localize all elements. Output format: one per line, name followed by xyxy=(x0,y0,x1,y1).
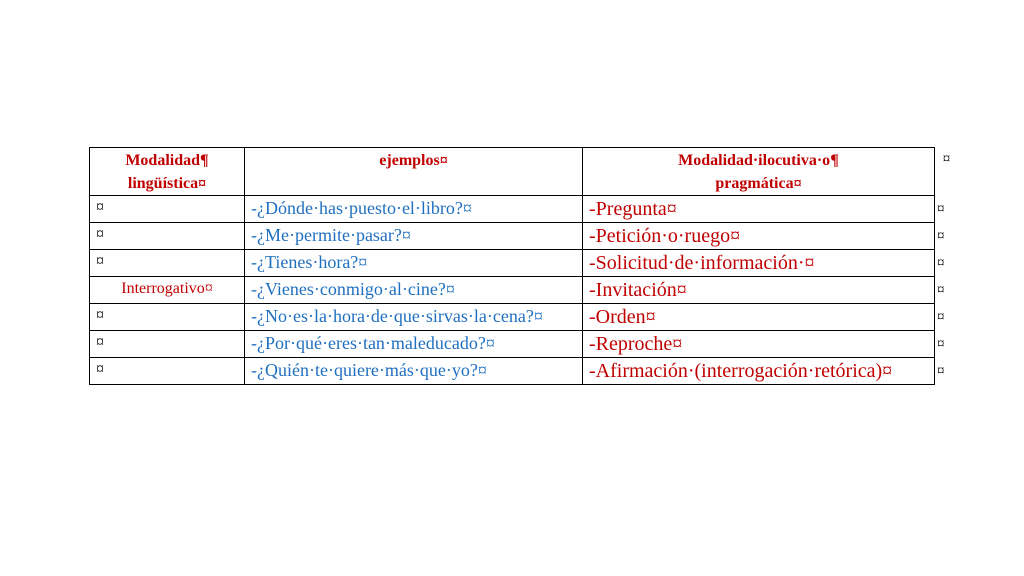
modalidad-cell: Interrogativo¤ xyxy=(90,277,245,304)
row-end-marker: ¤ xyxy=(942,150,951,167)
row-end-marker: ¤ xyxy=(937,254,945,271)
row-end-marker: ¤ xyxy=(937,281,945,298)
ejemplo-cell: -¿Me·permite·pasar?¤ xyxy=(245,223,583,250)
pragmatica-cell: -Invitación¤ xyxy=(583,277,935,304)
modality-table xyxy=(89,147,957,385)
ejemplo-cell: -¿Dónde·has·puesto·el·libro?¤ xyxy=(245,196,583,223)
ejemplo-cell: -¿Vienes·conmigo·al·cine?¤ xyxy=(245,277,583,304)
ejemplo-cell: -¿Tienes·hora?¤ xyxy=(245,250,583,277)
pragmatica-cell: -Orden¤ xyxy=(583,304,935,331)
ejemplo-cell: -¿Por·qué·eres·tan·maleducado?¤ xyxy=(245,331,583,358)
ejemplo-cell: -¿Quién·te·quiere·más·que·yo?¤ xyxy=(245,358,583,385)
header-modalidad-linguistica: Modalidad¶ lingüística¤ xyxy=(90,148,245,196)
row-end-marker: ¤ xyxy=(937,308,945,325)
pragmatica-cell: -Reproche¤ xyxy=(583,331,935,358)
row-end-marker: ¤ xyxy=(937,362,945,379)
header-modalidad-ilocutiva: Modalidad·ilocutiva·o¶ pragmática¤ xyxy=(583,148,935,196)
pragmatica-cell: -Afirmación·(interrogación·retórica)¤ xyxy=(583,358,935,385)
ejemplo-cell: -¿No·es·la·hora·de·que·sirvas·la·cena?¤ xyxy=(245,304,583,331)
table-row xyxy=(90,358,957,385)
modalidad-cell: ¤ xyxy=(90,196,245,223)
row-end-marker: ¤ xyxy=(937,335,945,352)
row-end-marker: ¤ xyxy=(937,200,945,217)
table-row xyxy=(90,223,957,250)
table-row xyxy=(90,196,957,223)
table-row xyxy=(90,331,957,358)
pragmatica-cell: -Solicitud·de·información·¤ xyxy=(583,250,935,277)
pragmatica-cell: -Petición·o·ruego¤ xyxy=(583,223,935,250)
table-row xyxy=(90,250,957,277)
pragmatica-cell: -Pregunta¤ xyxy=(583,196,935,223)
modalidad-cell: ¤ xyxy=(90,358,245,385)
table-header-row xyxy=(90,148,957,196)
header-ejemplos: ejemplos¤ xyxy=(245,148,583,196)
modalidad-cell: ¤ xyxy=(90,304,245,331)
modalidad-cell: ¤ xyxy=(90,250,245,277)
table-row xyxy=(90,304,957,331)
table-row xyxy=(90,277,957,304)
modalidad-cell: ¤ xyxy=(90,331,245,358)
row-end-marker: ¤ xyxy=(937,227,945,244)
modalidad-cell: ¤ xyxy=(90,223,245,250)
